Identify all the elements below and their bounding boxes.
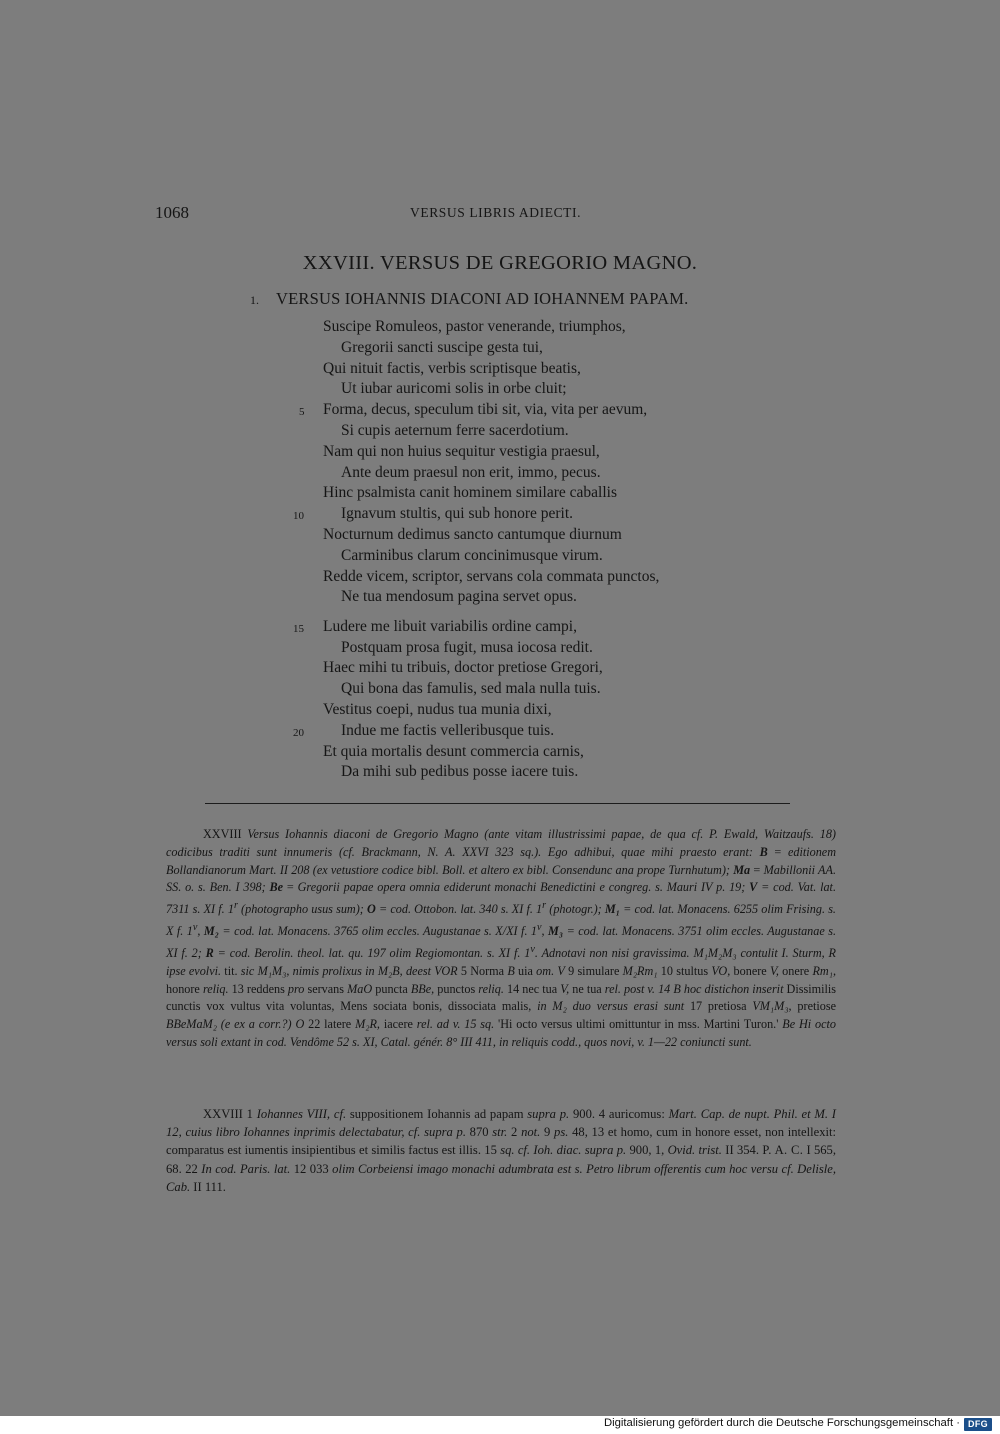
apparatus-segment: Rm₁, xyxy=(812,963,837,978)
footer-bar xyxy=(0,1416,1000,1434)
verse-text: Hinc psalmista canit hominem similare caballis xyxy=(323,484,617,502)
apparatus-segment: , xyxy=(197,924,204,939)
commentary-segment: supra p. xyxy=(527,1107,570,1121)
apparatus-segment: = cod. lat. Monacens. 6255 olim Frising. s. X f. 1 xyxy=(166,902,836,939)
verse-line xyxy=(0,422,1000,443)
apparatus-segment: M₂Rm₁ xyxy=(622,963,658,978)
verse-text: Ne tua mendosum pagina servet opus. xyxy=(341,588,577,606)
apparatus-segment: = xyxy=(283,880,298,895)
verse-text: Haec mihi tu tribuis, doctor pretiose Gregori, xyxy=(323,659,603,677)
apparatus-segment: Gregorii papae opera omnia ediderunt monachi Benedictini e congreg. s. Mauri IV p. 19; xyxy=(297,880,750,895)
page-title: XXVIII. VERSUS DE GREGORIO MAGNO. xyxy=(302,252,698,274)
apparatus-segment: 'Hi octo versus ultimi omittuntur in mss. Martini Turon.' xyxy=(494,1017,783,1032)
apparatus-segment: Dissimilis cunctis vox vultus vita voluntas, Mens sociata bonis, dissociata malis, xyxy=(166,981,836,1014)
verse-text: Et quia mortalis desunt commercia carnis, xyxy=(323,742,584,760)
verse-text: Suscipe Romuleos, pastor venerande, triumphos, xyxy=(323,318,626,335)
apparatus-segment: B xyxy=(759,844,768,859)
apparatus-segment: M₂R, xyxy=(355,1017,380,1032)
apparatus-segment: reliq. xyxy=(202,981,229,996)
apparatus-segment: 13 reddens xyxy=(228,981,288,996)
verse-line xyxy=(0,339,1000,360)
verse-line xyxy=(0,464,1000,485)
running-head xyxy=(155,203,795,223)
verse-text: Nam qui non huius sequitur vestigia praesul, xyxy=(323,442,600,460)
apparatus-text xyxy=(166,826,836,1052)
verse-line xyxy=(0,526,1000,547)
apparatus-segment: 10 stultus xyxy=(657,963,712,978)
commentary-segment: XXVIII 1 xyxy=(203,1107,257,1121)
commentary-segment: I 565, 68. 22 xyxy=(166,1143,837,1176)
apparatus-segment: = cod. lat. Monacens. 3751 olim eccles. Augustanae s. XI f. 2; xyxy=(166,924,837,960)
apparatus-segment: VM₁M₃, xyxy=(752,999,792,1014)
apparatus-segment: XXVIII xyxy=(203,827,248,841)
apparatus-segment: uia xyxy=(514,963,537,978)
verse-line xyxy=(0,547,1000,568)
verse-text: Nocturnum dedimus sancto cantumque diurnum xyxy=(323,526,622,543)
apparatus-segment: v xyxy=(537,922,542,934)
apparatus-segment: = cod. Berolin. theol. lat. qu. 197 olim Regiomontan. s. XI f. 1 xyxy=(213,945,531,960)
apparatus-segment: 5 Norma xyxy=(457,963,508,978)
verse-line xyxy=(0,505,1000,526)
commentary-segment: olim Corbeiensi imago monachi adumbrata est s. Petro librum offerentis cum hoc versu cf. Delisle, Cab. xyxy=(166,1161,836,1194)
apparatus-segment: BBe, xyxy=(410,981,435,996)
apparatus-segment: = cod. lat. Monacens. 3765 olim eccles. Augustanae s. X/XI f. 1 xyxy=(218,924,538,939)
verse-text: Qui nituit factis, verbis scriptisque beatis, xyxy=(323,359,581,377)
apparatus-segment: Ma xyxy=(733,862,751,877)
commentary-text xyxy=(166,1105,836,1196)
critical-apparatus xyxy=(166,826,836,1052)
verse-text: Redde vicem, scriptor, servans cola commata punctos, xyxy=(323,567,660,585)
verse-text: Carminibus clarum concinimusque virum. xyxy=(341,546,603,564)
verse-line xyxy=(0,701,1000,722)
verse-text: Indue me factis velleribusque tuis. xyxy=(341,721,555,739)
apparatus-segment: puncta xyxy=(372,981,411,996)
verse-line xyxy=(0,443,1000,464)
apparatus-segment: Mabillonii AA. SS. o. s. Ben. I 398; xyxy=(166,862,836,895)
apparatus-segment: , xyxy=(541,924,549,939)
verse-text: Ut iubar auricomi solis in orbe cluit; xyxy=(341,380,567,398)
verse-text: Ante deum praesul non erit, immo, pecus. xyxy=(341,463,601,481)
verse-text: Si cupis aeternum ferre sacerdotium. xyxy=(341,422,569,439)
apparatus-segment: (photographo usus sum); xyxy=(237,902,367,917)
apparatus-segment: v xyxy=(192,922,198,934)
apparatus-segment: ad v. 15 sq. xyxy=(436,1017,495,1032)
commentary-segment: not. xyxy=(521,1125,541,1140)
apparatus-segment: pro xyxy=(287,981,305,996)
verse-text: Da mihi sub pedibus posse iacere tuis. xyxy=(341,763,579,781)
verse-line xyxy=(0,484,1000,505)
commentary-segment: 900. 4 auricomus: xyxy=(569,1107,669,1121)
apparatus-segment: sic M₁M₃, nimis prolixus in M₂B, deest VOR xyxy=(240,963,458,978)
verse-line xyxy=(0,588,1000,609)
running-title: VERSUS LIBRIS ADIECTI. xyxy=(410,205,582,220)
apparatus-segment: = cod. Ottobon. lat. 340 s. XI f. 1 xyxy=(375,902,543,917)
verse-line-number: 15 xyxy=(293,622,304,635)
verse-line xyxy=(0,380,1000,401)
apparatus-segment: Be xyxy=(269,880,284,895)
apparatus-segment: 22 latere xyxy=(304,1017,356,1032)
apparatus-segment: iacere xyxy=(379,1017,417,1032)
apparatus-segment: V, xyxy=(560,981,570,996)
apparatus-segment: post v. 14 B hoc distichon inserit xyxy=(624,981,784,996)
commentary-segment: Iohannes VIII, cf. xyxy=(256,1107,347,1121)
apparatus-segment: M₁ xyxy=(604,902,620,917)
apparatus-segment: V xyxy=(749,880,758,895)
apparatus-segment: pretiose xyxy=(791,999,836,1014)
apparatus-segment: rel. xyxy=(416,1017,433,1032)
commentary-segment: ps. xyxy=(554,1125,569,1140)
apparatus-segment: om. V xyxy=(536,963,565,978)
apparatus-segment: 9 simulare xyxy=(564,963,623,978)
section-heading xyxy=(250,289,810,311)
apparatus-segment: r xyxy=(542,900,547,912)
verse-line xyxy=(0,659,1000,680)
verse-line xyxy=(0,743,1000,764)
commentary-segment: 900, 1, xyxy=(626,1143,668,1158)
commentary-segment: str. xyxy=(492,1125,508,1140)
apparatus-segment: VO, xyxy=(711,963,731,978)
verse-line xyxy=(0,618,1000,639)
verse-line xyxy=(0,568,1000,589)
verse-line xyxy=(0,763,1000,784)
verse-line xyxy=(0,639,1000,660)
commentary-segment: 9 xyxy=(540,1125,555,1140)
commentary-segment: 870 xyxy=(465,1125,493,1140)
apparatus-segment: (photogr.); xyxy=(546,902,605,917)
commentary-segment: II 354. xyxy=(721,1143,763,1158)
footnote-divider xyxy=(205,803,790,804)
commentary-segment: In cod. Paris. lat. xyxy=(201,1161,291,1176)
verse-line xyxy=(0,318,1000,339)
apparatus-segment: servans xyxy=(304,981,348,996)
verse-text: Postquam prosa fugit, musa iocosa redit. xyxy=(341,638,593,656)
verse-line-number: 20 xyxy=(293,726,304,739)
commentary-segment: sq. cf. Ioh. diac. supra p. xyxy=(500,1143,627,1158)
apparatus-segment: = xyxy=(750,862,764,877)
apparatus-segment: rel. xyxy=(604,981,621,996)
verse-line-number: 5 xyxy=(299,406,305,419)
verse-text: Forma, decus, speculum tibi sit, via, vita per aevum, xyxy=(323,401,648,419)
verse-text: Vestitus coepi, nudus tua munia dixi, xyxy=(323,700,552,718)
apparatus-segment: onere xyxy=(778,963,813,978)
apparatus-segment: = xyxy=(767,844,788,859)
verse-text: Qui bona das famulis, sed mala nulla tuis. xyxy=(341,680,601,698)
commentary-segment: 12 033 xyxy=(290,1161,333,1176)
commentary-segment: suppositionem Iohannis ad papam xyxy=(346,1107,528,1121)
apparatus-segment: . Adnotavi non nisi gravissima. M₁M₂M₃ contulit I. Sturm, R ipse evolvi. xyxy=(166,945,836,978)
apparatus-segment: = cod. Vat. lat. 7311 s. XI f. 1 xyxy=(166,880,836,917)
verse-line xyxy=(0,401,1000,422)
verse-text: Ludere me libuit variabilis ordine campi, xyxy=(323,617,577,635)
verse-text: Gregorii sancti suscipe gesta tui, xyxy=(341,338,543,356)
apparatus-segment: editionem Bollandianorum Mart. II 208 (ex vetustiore codice bibl. Boll. et altero ex bibl. Consendunc ana prope Turnhutum); xyxy=(166,844,837,877)
apparatus-segment: V, xyxy=(769,963,779,978)
apparatus-segment: in M₂ duo versus erasi sunt xyxy=(537,999,685,1014)
apparatus-segment: 17 pretiosa xyxy=(684,999,753,1014)
verse-line xyxy=(0,722,1000,743)
dfg-logo: DFG xyxy=(964,1418,992,1431)
commentary-segment: Ovid. trist. xyxy=(667,1143,722,1158)
apparatus-segment: reliq. xyxy=(478,981,504,996)
section-number: 1. xyxy=(250,293,259,307)
apparatus-segment: Be Hi octo versus soli extant in cod. Vendôme 52 s. XI, Catal. génér. 8° III 411, in reliquis codd., quos novi, v. 1—22 coniuncti sunt. xyxy=(166,1017,837,1049)
page-number: 1068 xyxy=(155,203,189,222)
apparatus-segment: punctos xyxy=(434,981,479,996)
commentary-notes xyxy=(166,1105,836,1196)
apparatus-segment: O xyxy=(367,902,376,917)
apparatus-segment: bonere xyxy=(730,963,770,978)
footer-credit: Digitalisierung gefördert durch die Deutsche Forschungsgemeinschaft · xyxy=(603,1417,960,1429)
verse-line xyxy=(0,360,1000,381)
commentary-segment: II 111. xyxy=(190,1179,226,1194)
apparatus-segment: r xyxy=(233,900,238,912)
apparatus-segment: BBeMaM₂ (e ex a corr.?) O xyxy=(166,1017,305,1032)
apparatus-segment: M₃ xyxy=(548,924,564,939)
commentary-segment: Mart. Cap. de nupt. Phil. et M. I 12, cuius libro Iohannes inprimis delectabatur, cf. supra p. xyxy=(166,1107,836,1140)
apparatus-segment: R xyxy=(205,945,214,960)
apparatus-segment: MaO xyxy=(347,981,373,996)
verse-line-number: 10 xyxy=(293,510,304,523)
verse-text: Ignavum stultis, qui sub honore perit. xyxy=(341,505,574,523)
apparatus-segment: 14 nec tua xyxy=(503,981,561,996)
apparatus-segment: honore xyxy=(166,981,203,996)
apparatus-segment: B xyxy=(507,963,515,978)
commentary-segment: 48, 13 et homo, cum in honore esset, non intellexit: comparatus est iumentis insipientibus et similis factus est illis. 15 xyxy=(166,1125,836,1158)
apparatus-segment: Versus Iohannis diaconi de Gregorio Magno (ante vitam illustrissimi papae, de qua cf. P. Ewald, Waitzaufs. 18) codicibus traditi sunt innumeris (cf. Brackmann, N. A. XXVI 323 sq.). Ego adhibui, quae mihi praesto erant: xyxy=(166,827,836,859)
apparatus-segment: v xyxy=(530,943,535,955)
apparatus-segment: tit. xyxy=(221,963,241,978)
section-title: VERSUS IOHANNIS DIACONI AD IOHANNEM PAPAM. xyxy=(276,289,689,308)
apparatus-segment: M₂ xyxy=(203,924,219,939)
commentary-segment: 2 xyxy=(507,1125,522,1140)
commentary-segment: P. A. C. xyxy=(762,1143,804,1158)
verse-line xyxy=(0,680,1000,701)
apparatus-segment: ne tua xyxy=(569,981,605,996)
